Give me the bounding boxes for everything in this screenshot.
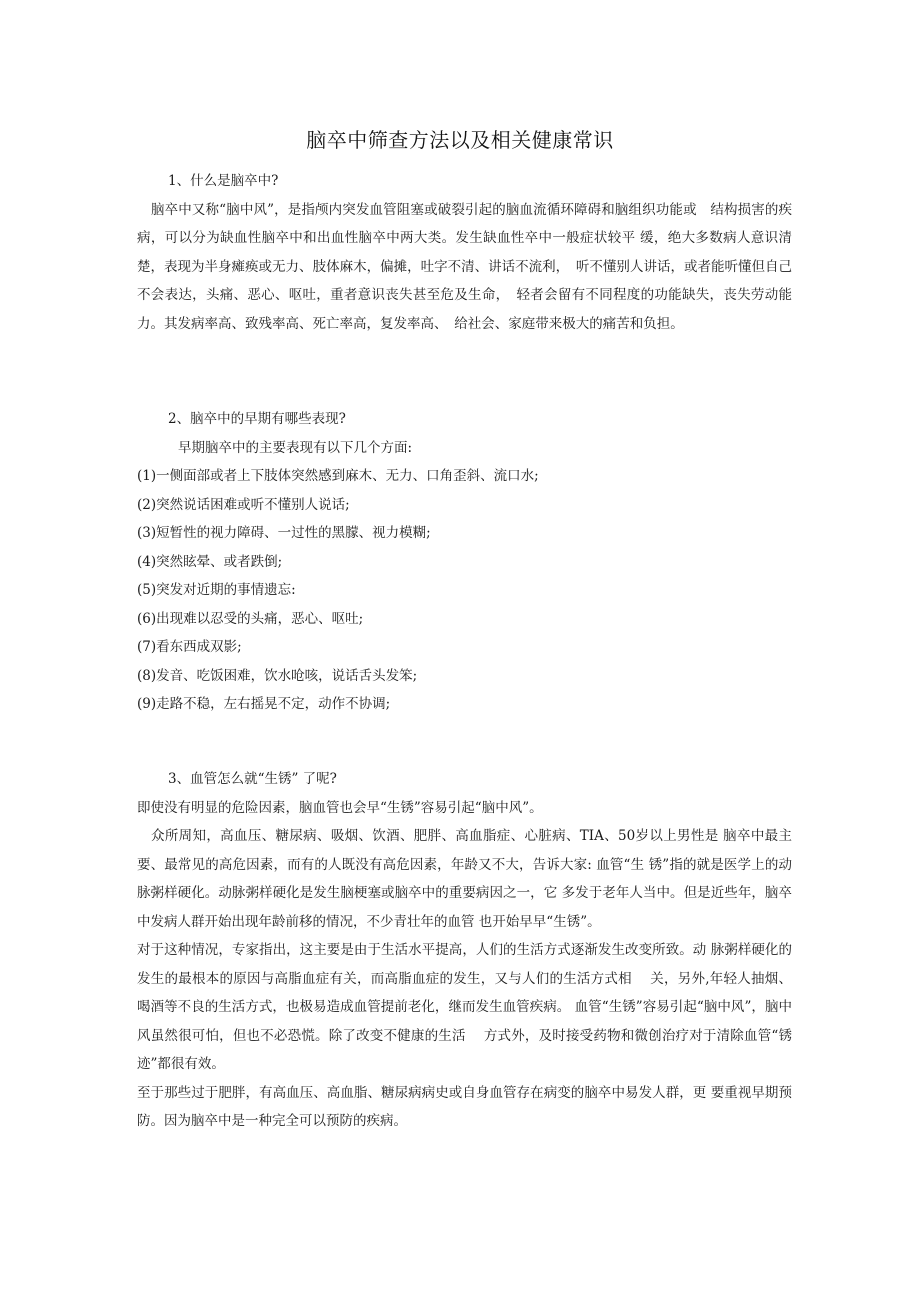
list-item: (2)突然说话困难或听不懂别人说话; xyxy=(137,496,350,513)
section-paragraph: 至于那些过于肥胖，有高血压、高血脂、糖尿病病史或自身血管存在病变的脑卒中易发人群，更 要重视早期预防。因为脑卒中是一种完全可以预防的疾病。 xyxy=(137,1084,792,1129)
list-item: (7)看东西成双影; xyxy=(137,639,242,655)
section-what-is-stroke xyxy=(137,167,792,338)
list-item: (5)突发对近期的事情遗忘: xyxy=(137,582,296,598)
list-item: (4)突然眩晕、或者跌倒; xyxy=(137,553,283,570)
section-paragraph: 对于这种情况，专家指出，这主要是由于生活水平提高，人们的生活方式逐渐发生改变所致。动 脉粥样硬化的发生的最根本的原因与高脂血症有关，而高脂血症的发生，又与人们的生活方式相 关，另外,年轻人抽烟、喝酒等不良的生活方式，也极易造成血管提前老化，继而发生血管疾病。 血管“生锈”容易引起“脑中风”，脑中风虽然很可怕，但也不必恐慌。除了改变不健康的生活 方式外，及时接受药物和微创治疗对于清除血管“锈迹”都很有效。 xyxy=(137,942,792,1072)
section-intro: 早期脑卒中的主要表现有以下几个方面: xyxy=(178,439,413,456)
list-item: (3)短暂性的视力障碍、一过性的黑朦、视力模糊; xyxy=(137,525,431,541)
section-paragraph: 众所周知，高血压、糖尿病、吸烟、饮酒、肥胖、高血脂症、心脏病、TIA、50岁以上男性是 脑卒中最主要、最常见的高危因素，而有的人既没有高危因素，年龄又不大，告诉大家: 血管“生 锈”指的就是医学上的动脉粥样硬化。动脉粥样硬化是发生脑梗塞或脑卒中的重要病因之一，它 多发于老年人当中。但是近些年，脑卒中发病人群开始出现年龄前移的情况，不少青壮年的血管 也开始早早“生锈”。 xyxy=(137,828,792,930)
list-item: (1)一侧面部或者上下肢体突然感到麻木、无力、口角歪斜、流口水; xyxy=(137,468,539,484)
section-heading: 1、什么是脑卒中? xyxy=(168,173,279,189)
section-heading: 3、血管怎么就“生锈” 了呢? xyxy=(168,771,337,787)
document-title: 脑卒中筛查方法以及相关健康常识 xyxy=(306,128,614,152)
section-lead: 即使没有明显的危险因素，脑血管也会早“生锈”容易引起“脑中风”。 xyxy=(137,799,543,816)
section-heading: 2、脑卒中的早期有哪些表现? xyxy=(168,411,346,427)
section-body: 脑卒中又称“脑中风”，是指颅内突发血管阻塞或破裂引起的脑血流循环障碍和脑组织功能或 结构损害的疾病，可以分为缺血性脑卒中和出血性脑卒中两大类。发生缺血性卒中一般症状较平 缓，绝大多数病人意识清楚，表现为半身瘫痪或无力、肢体麻木，偏摊，吐字不清、讲话不流利， 听不懂别人讲话，或者能听懂但自己不会表达，头痛、恶心、呕吐，重者意识丧失甚至危及生命， 轻者会留有不同程度的功能缺失，丧失劳动能力。其发病率高、致残率高、死亡率高，复发率高、 给社会、家庭带来极大的痛苦和负担。 xyxy=(137,201,792,332)
section-vessel-rust xyxy=(137,765,792,1136)
list-item: (6)出现难以忍受的头痛，恶心、呕吐; xyxy=(137,610,364,627)
list-item: (8)发音、吃饭困难，饮水呛咳，说话舌头发笨; xyxy=(137,667,418,684)
list-item: (9)走路不稳，左右摇晃不定，动作不协调; xyxy=(137,696,391,712)
section-early-symptoms xyxy=(137,405,792,719)
